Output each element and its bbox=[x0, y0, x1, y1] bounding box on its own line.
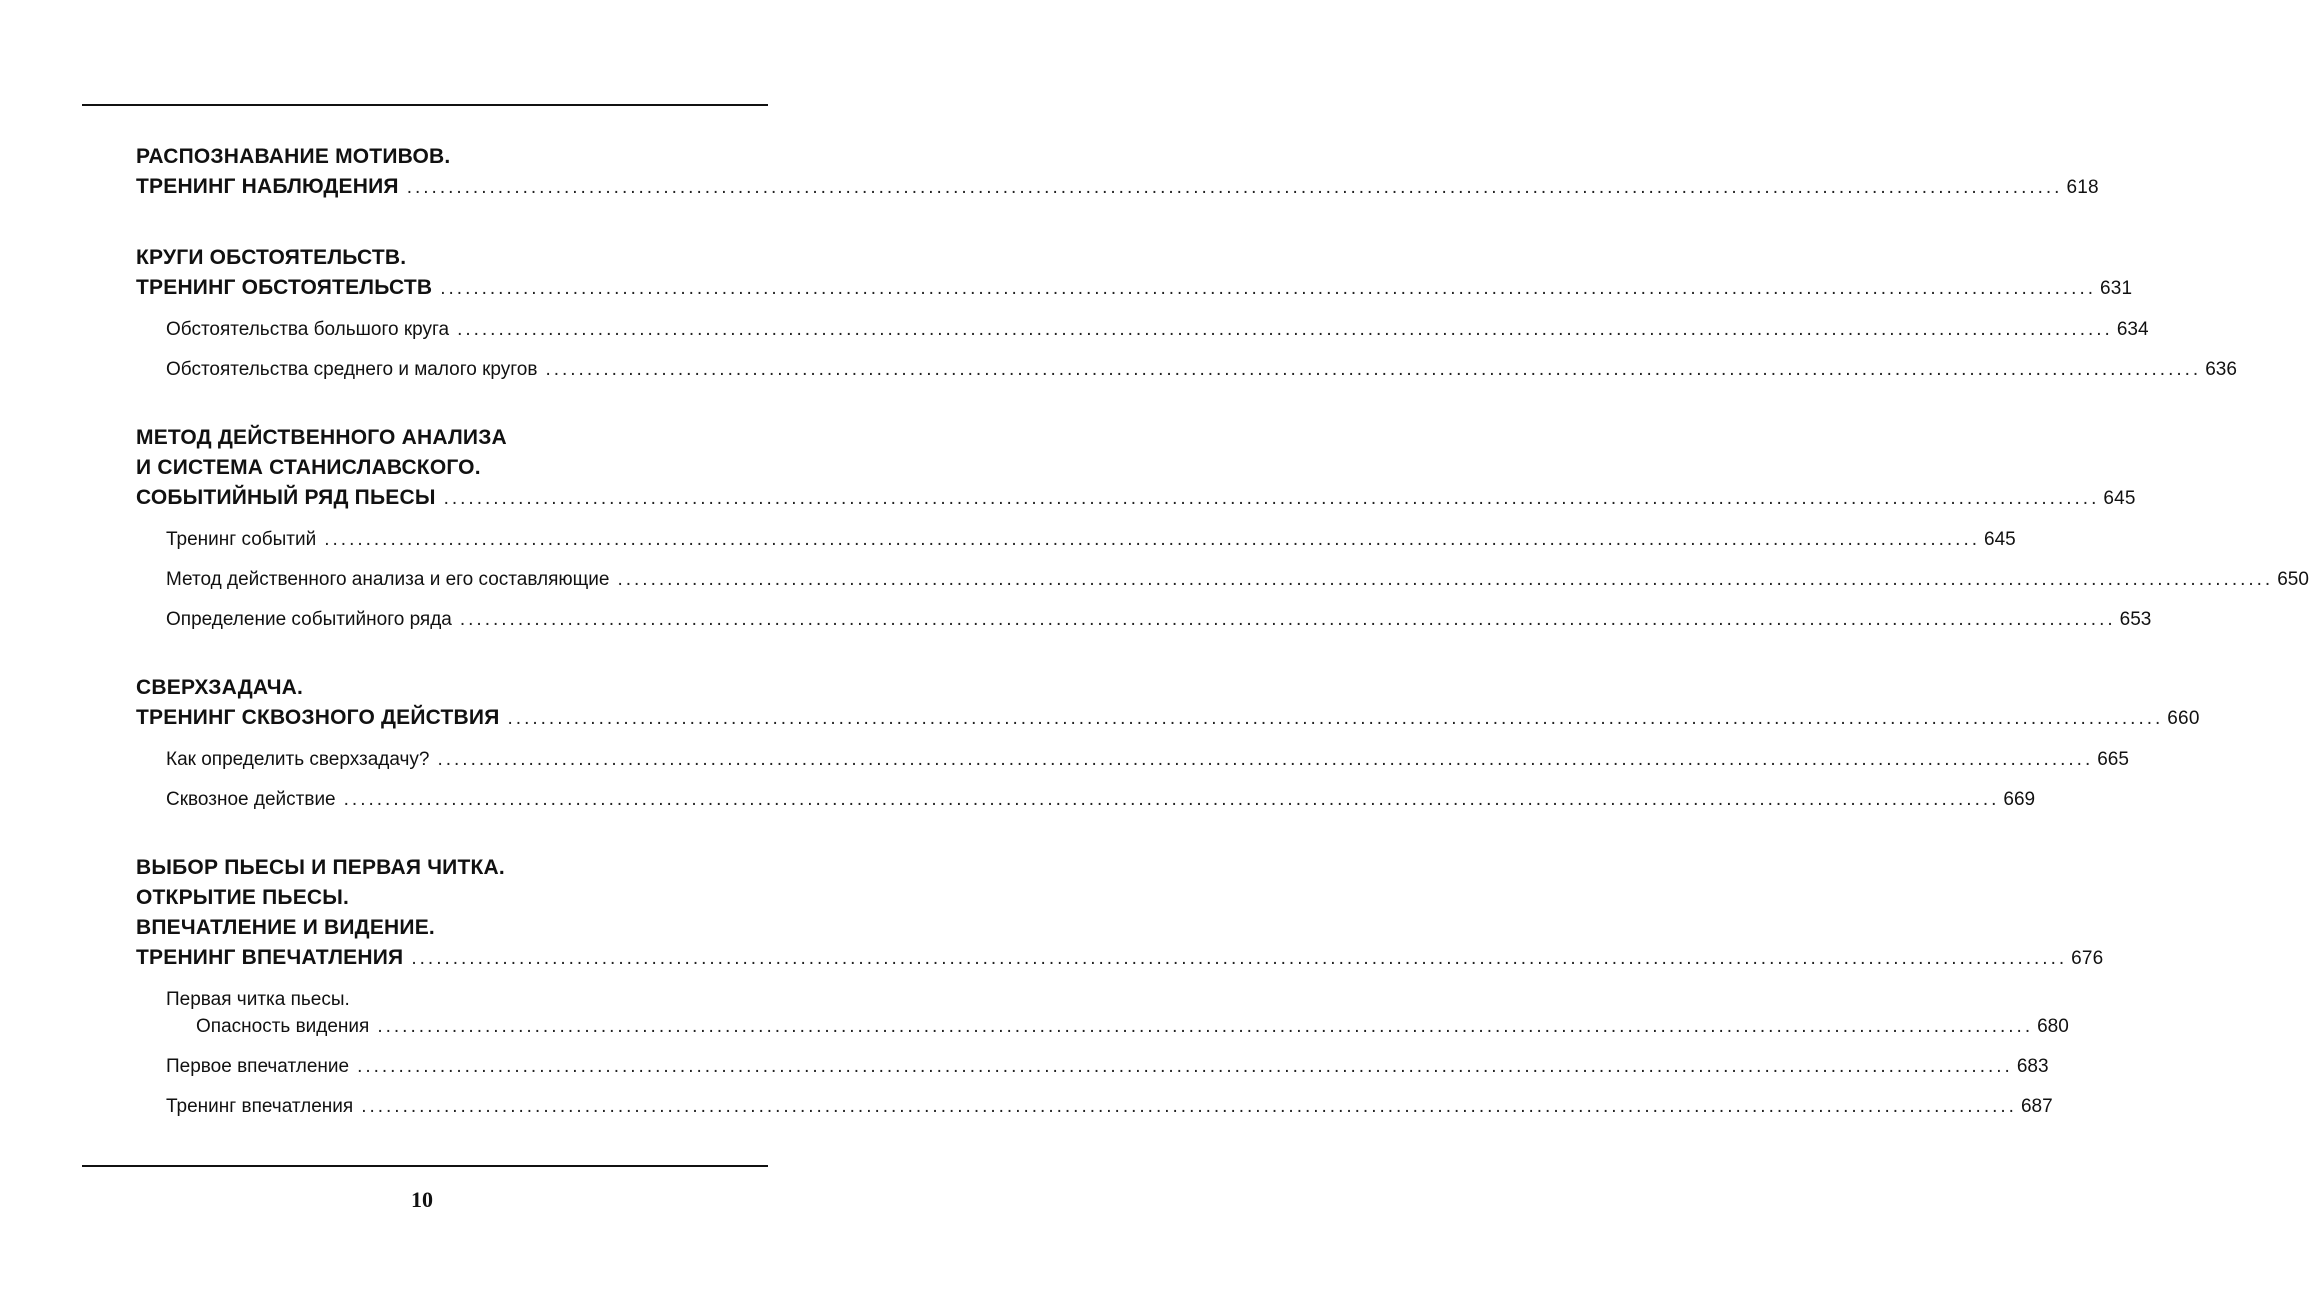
section-heading-line: И СИСТЕМА СТАНИСЛАВСКОГО. bbox=[136, 456, 481, 479]
subentry-title: Сквозное действие bbox=[166, 789, 336, 810]
toc-subentry[interactable] bbox=[166, 526, 2016, 553]
section-heading-label: ТРЕНИНГ НАБЛЮДЕНИЯ bbox=[136, 175, 399, 198]
page-ref: 676 bbox=[2071, 948, 2104, 969]
dot-leader: ........................................................................................................................................................................................................ bbox=[361, 1096, 2017, 1117]
page-ref: 687 bbox=[2020, 1096, 2053, 1117]
toc-section bbox=[136, 853, 2104, 1120]
toc-section bbox=[136, 673, 2200, 813]
dot-leader: ........................................................................................................................................................................................................ bbox=[507, 708, 2164, 729]
section-heading-label: СОБЫТИЙНЫЙ РЯД ПЬЕСЫ bbox=[136, 486, 436, 509]
section-heading-line: КРУГИ ОБСТОЯТЕЛЬСТВ. bbox=[136, 246, 407, 269]
dot-leader: ........................................................................................................................................................................................................ bbox=[406, 177, 2063, 198]
top-rule bbox=[82, 104, 768, 106]
section-heading-entry[interactable] bbox=[136, 483, 2136, 514]
dot-leader: ........................................................................................................................................................................................................ bbox=[459, 609, 2116, 630]
toc-subentry[interactable] bbox=[166, 1053, 2049, 1080]
toc-subentry[interactable] bbox=[166, 786, 2036, 813]
subentry-title-continuation: Опасность видения bbox=[196, 1016, 370, 1037]
section-heading-entry[interactable] bbox=[136, 172, 2099, 203]
subentry-title: Первое впечатление bbox=[166, 1056, 350, 1077]
subentry-title: Первая читка пьесы. bbox=[166, 989, 350, 1010]
section-heading-entry[interactable] bbox=[136, 703, 2200, 734]
dot-leader: ........................................................................................................................................................................................................ bbox=[440, 278, 2096, 299]
section-heading-label: ТРЕНИНГ ОБСТОЯТЕЛЬСТВ bbox=[136, 276, 433, 299]
toc-section bbox=[136, 142, 2099, 203]
toc-subentry[interactable] bbox=[166, 986, 2069, 1040]
dot-leader: ........................................................................................................................................................................................................ bbox=[357, 1056, 2013, 1077]
dot-leader: ........................................................................................................................................................................................................ bbox=[377, 1016, 2034, 1037]
subentry-list bbox=[136, 316, 2237, 383]
page-ref: 650 bbox=[2277, 569, 2309, 590]
toc-section bbox=[136, 243, 2237, 383]
page-ref: 680 bbox=[2037, 1016, 2069, 1037]
section-heading-label: ТРЕНИНГ СКВОЗНОГО ДЕЙСТВИЯ bbox=[136, 706, 500, 729]
section-heading-label: ТРЕНИНГ ВПЕЧАТЛЕНИЯ bbox=[136, 946, 404, 969]
subentry-title: Обстоятельства большого круга bbox=[166, 319, 450, 340]
subentry-title: Тренинг впечатления bbox=[166, 1096, 354, 1117]
bottom-rule bbox=[82, 1165, 768, 1167]
page-ref: 618 bbox=[2066, 177, 2099, 198]
section-heading-line: СВЕРХЗАДАЧА. bbox=[136, 676, 304, 699]
toc-section bbox=[136, 423, 2309, 633]
subentry-list bbox=[136, 746, 2129, 813]
page-ref: 660 bbox=[2167, 708, 2200, 729]
page-ref: 653 bbox=[2119, 609, 2152, 630]
dot-leader: ........................................................................................................................................................................................................ bbox=[437, 749, 2094, 770]
page-number: 10 bbox=[411, 1187, 433, 1212]
page-ref: 669 bbox=[2003, 789, 2036, 810]
page-ref: 645 bbox=[1984, 529, 2016, 550]
toc-subentry[interactable] bbox=[166, 566, 2309, 593]
subentry-list bbox=[136, 526, 2309, 633]
page-ref: 665 bbox=[2097, 749, 2129, 770]
page-ref: 636 bbox=[2205, 359, 2237, 380]
page-ref: 631 bbox=[2100, 278, 2133, 299]
section-heading-line: РАСПОЗНАВАНИЕ МОТИВОВ. bbox=[136, 145, 451, 168]
dot-leader: ........................................................................................................................................................................................................ bbox=[411, 948, 2068, 969]
section-heading-line: ВЫБОР ПЬЕСЫ И ПЕРВАЯ ЧИТКА. bbox=[136, 856, 505, 879]
dot-leader: ........................................................................................................................................................................................................ bbox=[617, 569, 2274, 590]
section-heading-line: ОТКРЫТИЕ ПЬЕСЫ. bbox=[136, 886, 350, 909]
section-heading-entry[interactable] bbox=[136, 273, 2133, 304]
subentry-title: Как определить сверхзадачу? bbox=[166, 749, 430, 770]
subentry-title: Метод действенного анализа и его составляющие bbox=[166, 569, 610, 590]
toc-subentry[interactable] bbox=[166, 316, 2149, 343]
toc-subentry[interactable] bbox=[166, 746, 2129, 773]
dot-leader: ........................................................................................................................................................................................................ bbox=[324, 529, 1980, 550]
table-of-contents bbox=[136, 142, 2309, 1120]
page-ref: 645 bbox=[2103, 488, 2136, 509]
section-heading-entry[interactable] bbox=[136, 943, 2104, 974]
subentry-title: Обстоятельства среднего и малого кругов bbox=[166, 359, 538, 380]
subentry-list bbox=[136, 986, 2069, 1120]
dot-leader: ........................................................................................................................................................................................................ bbox=[343, 789, 2000, 810]
dot-leader: ........................................................................................................................................................................................................ bbox=[545, 359, 2202, 380]
dot-leader: ........................................................................................................................................................................................................ bbox=[443, 488, 2100, 509]
section-heading-line: МЕТОД ДЕЙСТВЕННОГО АНАЛИЗА bbox=[136, 426, 507, 449]
dot-leader: ........................................................................................................................................................................................................ bbox=[457, 319, 2113, 340]
toc-subentry[interactable] bbox=[166, 356, 2237, 383]
subentry-title: Тренинг событий bbox=[166, 529, 317, 550]
page-ref: 634 bbox=[2116, 319, 2149, 340]
toc-subentry[interactable] bbox=[166, 606, 2152, 633]
subentry-title: Определение событийного ряда bbox=[166, 609, 452, 630]
toc-subentry[interactable] bbox=[166, 1093, 2053, 1120]
page-ref: 683 bbox=[2016, 1056, 2049, 1077]
section-heading-line: ВПЕЧАТЛЕНИЕ И ВИДЕНИЕ. bbox=[136, 916, 435, 939]
